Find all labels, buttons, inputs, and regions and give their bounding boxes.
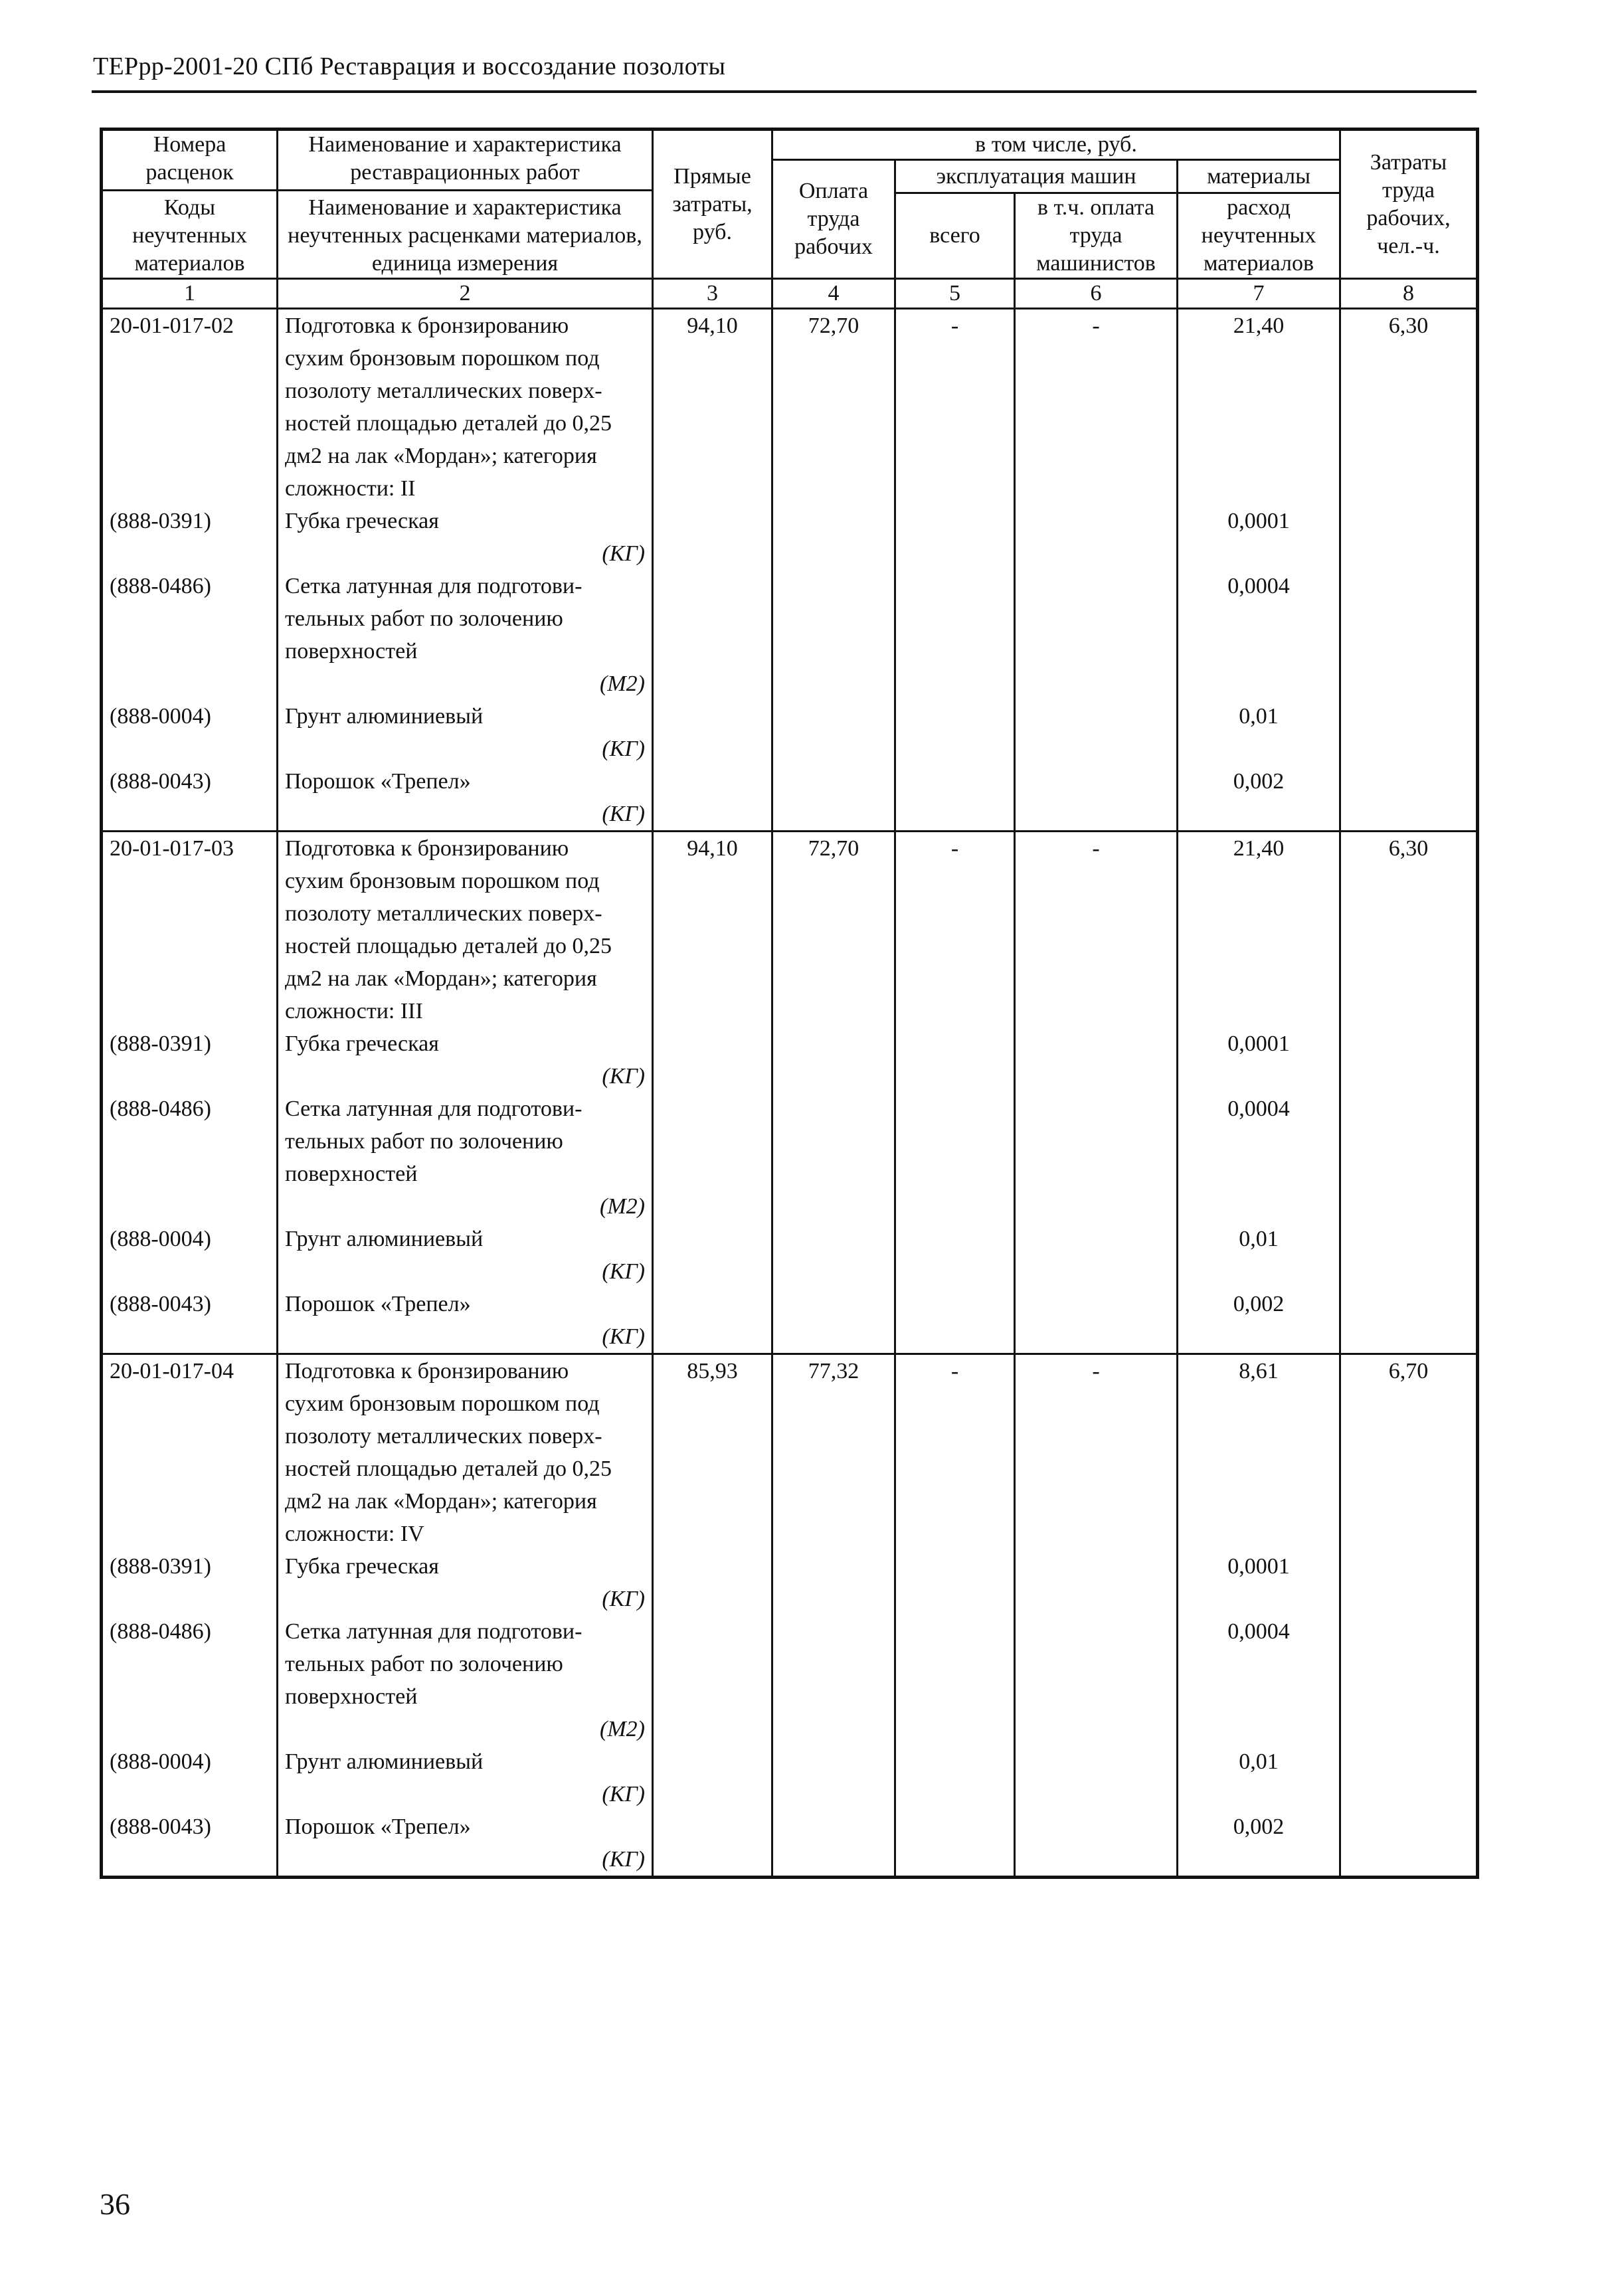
col-number-5: 5	[895, 279, 1015, 309]
material-unit: (КГ)	[602, 1782, 645, 1807]
col-header-machines: эксплуатация машин	[895, 160, 1178, 193]
material-name	[278, 1615, 653, 1745]
rate-description-line: Подготовка к бронзированию	[285, 313, 569, 338]
header-rule	[92, 90, 1477, 93]
empty-cell	[895, 1288, 1015, 1354]
direct-cost: 94,10	[653, 309, 772, 505]
empty-cell	[772, 765, 895, 832]
material-code: (888-0391)	[102, 505, 278, 570]
rate-description-line: сложности: IV	[285, 1522, 424, 1546]
empty-cell	[653, 1093, 772, 1223]
rate-description-line: дм2 на лак «Мордан»; категория	[285, 1489, 597, 1514]
empty-cell	[653, 1810, 772, 1878]
empty-cell	[1015, 1615, 1178, 1745]
machine-operator-pay: -	[1015, 309, 1178, 505]
material-code: (888-0391)	[102, 1027, 278, 1093]
material-unit: (КГ)	[602, 541, 645, 566]
material-row	[102, 1550, 1478, 1615]
empty-cell	[653, 765, 772, 832]
material-name-line: Губка греческая	[285, 509, 439, 533]
rate-description-line: позолоту металлических поверх-	[285, 1424, 602, 1449]
material-row	[102, 1615, 1478, 1745]
rate-description-line: дм2 на лак «Мордан»; категория	[285, 444, 597, 468]
machine-total: -	[895, 1354, 1015, 1551]
col-header-4: Оплата труда рабочих	[772, 160, 895, 279]
col-number-2: 2	[278, 279, 653, 309]
material-name-line: Сетка латунная для подготови-	[285, 1619, 583, 1644]
empty-cell	[895, 765, 1015, 832]
material-row	[102, 1288, 1478, 1354]
empty-cell	[1340, 1288, 1478, 1354]
col-header-2-bottom: Наименование и характеристика неучтенных расценками материалов, единица измерения	[288, 195, 642, 276]
col-header-incl: в том числе, руб.	[772, 130, 1340, 160]
material-code: (888-0391)	[102, 1550, 278, 1615]
labor-pay: 72,70	[772, 309, 895, 505]
material-unit: (КГ)	[602, 1259, 645, 1284]
material-row	[102, 765, 1478, 832]
labor-pay: 77,32	[772, 1354, 895, 1551]
col-header-5: всего	[895, 193, 1015, 279]
material-name-line: поверхностей	[285, 1684, 418, 1709]
material-name-line: тельных работ по золочению	[285, 606, 563, 631]
empty-cell	[772, 1027, 895, 1093]
material-name	[278, 1093, 653, 1223]
empty-cell	[772, 1223, 895, 1288]
material-unit: (КГ)	[602, 737, 645, 761]
material-name	[278, 1745, 653, 1810]
rates-table-wrapper	[100, 128, 1476, 1879]
empty-cell	[1015, 505, 1178, 570]
materials-cost: 21,40	[1178, 832, 1340, 1028]
empty-cell	[653, 1223, 772, 1288]
empty-cell	[1015, 700, 1178, 765]
rate-description-line: ностей площадью деталей до 0,25	[285, 934, 612, 958]
machine-operator-pay: -	[1015, 832, 1178, 1028]
material-unit: (КГ)	[602, 1324, 645, 1349]
empty-cell	[1340, 1615, 1478, 1745]
material-row	[102, 1027, 1478, 1093]
col-header-materials: материалы	[1178, 160, 1340, 193]
rate-description	[278, 1354, 653, 1551]
empty-cell	[895, 1223, 1015, 1288]
material-code: (888-0004)	[102, 700, 278, 765]
empty-cell	[653, 1615, 772, 1745]
direct-cost: 94,10	[653, 832, 772, 1028]
empty-cell	[1340, 570, 1478, 700]
empty-cell	[895, 1550, 1015, 1615]
material-quantity: 0,002	[1178, 1810, 1340, 1878]
material-row	[102, 1810, 1478, 1878]
material-name-line: Губка греческая	[285, 1554, 439, 1579]
material-name-line: Грунт алюминиевый	[285, 1227, 484, 1251]
empty-cell	[1340, 1745, 1478, 1810]
rate-description-line: Подготовка к бронзированию	[285, 836, 569, 861]
rate-description-line: сухим бронзовым порошком под	[285, 346, 600, 371]
material-row	[102, 505, 1478, 570]
col-number-1: 1	[102, 279, 278, 309]
material-name	[278, 765, 653, 832]
table-body	[102, 309, 1478, 1878]
empty-cell	[653, 700, 772, 765]
rate-description-line: сложности: II	[285, 476, 416, 501]
material-unit: (М2)	[600, 1194, 645, 1219]
col-number-3: 3	[653, 279, 772, 309]
material-name-line: поверхностей	[285, 1162, 418, 1186]
rate-description-line: позолоту металлических поверх-	[285, 901, 602, 926]
material-row	[102, 1223, 1478, 1288]
material-name	[278, 1550, 653, 1615]
col-header-3: Прямые затраты, руб.	[653, 130, 772, 279]
empty-cell	[772, 1745, 895, 1810]
material-name	[278, 570, 653, 700]
material-quantity: 0,0001	[1178, 1027, 1340, 1093]
empty-cell	[772, 1810, 895, 1878]
material-name-line: Порошок «Трепел»	[285, 1292, 471, 1316]
col-number-7: 7	[1178, 279, 1340, 309]
material-name-line: Сетка латунная для подготови-	[285, 1097, 583, 1121]
col-number-8: 8	[1340, 279, 1478, 309]
material-code: (888-0486)	[102, 1093, 278, 1223]
empty-cell	[772, 700, 895, 765]
empty-cell	[653, 570, 772, 700]
empty-cell	[1015, 1027, 1178, 1093]
labor-hours: 6,30	[1340, 832, 1478, 1028]
empty-cell	[895, 1027, 1015, 1093]
empty-cell	[1340, 700, 1478, 765]
material-name	[278, 1288, 653, 1354]
material-name	[278, 505, 653, 570]
material-name-line: тельных работ по золочению	[285, 1652, 563, 1676]
rate-description-line: ностей площадью деталей до 0,25	[285, 411, 612, 436]
empty-cell	[772, 505, 895, 570]
material-quantity: 0,0004	[1178, 1615, 1340, 1745]
rate-description-line: ностей площадью деталей до 0,25	[285, 1457, 612, 1481]
material-name-line: тельных работ по золочению	[285, 1129, 563, 1154]
materials-cost: 8,61	[1178, 1354, 1340, 1551]
material-name-line: поверхностей	[285, 639, 418, 663]
rate-description-line: сложности: III	[285, 999, 423, 1023]
material-unit: (КГ)	[602, 1064, 645, 1089]
rate-description-line: Подготовка к бронзированию	[285, 1359, 569, 1383]
material-code: (888-0004)	[102, 1745, 278, 1810]
material-unit: (КГ)	[602, 1847, 645, 1872]
empty-cell	[653, 1288, 772, 1354]
machine-total: -	[895, 832, 1015, 1028]
empty-cell	[1340, 1093, 1478, 1223]
col-header-2-top: Наименование и характеристика реставрационных работ	[278, 131, 652, 191]
col-header-6: в т.ч. оплата труда машинистов	[1015, 193, 1178, 279]
empty-cell	[895, 1745, 1015, 1810]
material-name	[278, 1223, 653, 1288]
material-quantity: 0,0004	[1178, 570, 1340, 700]
col-header-8: Затраты труда рабочих, чел.-ч.	[1340, 130, 1478, 279]
empty-cell	[895, 1615, 1015, 1745]
empty-cell	[1015, 1745, 1178, 1810]
rate-description	[278, 309, 653, 505]
empty-cell	[772, 1288, 895, 1354]
page-number: 36	[100, 2187, 130, 2221]
rate-description	[278, 832, 653, 1028]
material-unit: (М2)	[600, 1717, 645, 1741]
col-number-6: 6	[1015, 279, 1178, 309]
empty-cell	[1015, 570, 1178, 700]
material-quantity: 0,01	[1178, 1745, 1340, 1810]
materials-cost: 21,40	[1178, 309, 1340, 505]
rate-code: 20-01-017-02	[102, 309, 278, 505]
empty-cell	[1015, 765, 1178, 832]
rate-description-line: дм2 на лак «Мордан»; категория	[285, 966, 597, 991]
col-header-2	[278, 130, 653, 279]
empty-cell	[1015, 1810, 1178, 1878]
material-quantity: 0,002	[1178, 1288, 1340, 1354]
material-row	[102, 700, 1478, 765]
empty-cell	[653, 1027, 772, 1093]
material-row	[102, 1093, 1478, 1223]
material-quantity: 0,0001	[1178, 1550, 1340, 1615]
rate-description-line: сухим бронзовым порошком под	[285, 1391, 600, 1416]
material-unit: (М2)	[600, 671, 645, 696]
empty-cell	[772, 1550, 895, 1615]
empty-cell	[1340, 505, 1478, 570]
labor-hours: 6,70	[1340, 1354, 1478, 1551]
empty-cell	[1015, 1550, 1178, 1615]
col-header-1-bottom: Коды неучтенных материалов	[132, 195, 247, 276]
col-header-1-top: Номера расценок	[103, 131, 276, 191]
material-name-line: Сетка латунная для подготови-	[285, 574, 583, 598]
material-quantity: 0,01	[1178, 700, 1340, 765]
empty-cell	[1015, 1093, 1178, 1223]
material-code: (888-0043)	[102, 1288, 278, 1354]
empty-cell	[772, 1093, 895, 1223]
empty-cell	[1015, 1223, 1178, 1288]
empty-cell	[895, 570, 1015, 700]
empty-cell	[772, 1615, 895, 1745]
empty-cell	[895, 700, 1015, 765]
material-name	[278, 1027, 653, 1093]
empty-cell	[1340, 1550, 1478, 1615]
empty-cell	[1015, 1288, 1178, 1354]
material-code: (888-0486)	[102, 1615, 278, 1745]
rate-description-line: позолоту металлических поверх-	[285, 379, 602, 403]
material-name	[278, 700, 653, 765]
labor-hours: 6,30	[1340, 309, 1478, 505]
material-quantity: 0,002	[1178, 765, 1340, 832]
empty-cell	[653, 1745, 772, 1810]
col-header-7: расход неучтенных материалов	[1178, 193, 1340, 279]
rate-row	[102, 832, 1478, 1028]
rate-code: 20-01-017-04	[102, 1354, 278, 1551]
empty-cell	[653, 1550, 772, 1615]
col-number-4: 4	[772, 279, 895, 309]
machine-operator-pay: -	[1015, 1354, 1178, 1551]
material-quantity: 0,0004	[1178, 1093, 1340, 1223]
empty-cell	[1340, 765, 1478, 832]
material-code: (888-0043)	[102, 1810, 278, 1878]
material-code: (888-0004)	[102, 1223, 278, 1288]
rate-code: 20-01-017-03	[102, 832, 278, 1028]
material-quantity: 0,01	[1178, 1223, 1340, 1288]
rate-description-line: сухим бронзовым порошком под	[285, 869, 600, 893]
empty-cell	[895, 505, 1015, 570]
material-row	[102, 1745, 1478, 1810]
empty-cell	[1340, 1223, 1478, 1288]
rates-table	[100, 128, 1479, 1879]
empty-cell	[653, 505, 772, 570]
rate-row	[102, 309, 1478, 505]
direct-cost: 85,93	[653, 1354, 772, 1551]
material-code: (888-0486)	[102, 570, 278, 700]
material-row	[102, 570, 1478, 700]
labor-pay: 72,70	[772, 832, 895, 1028]
material-name-line: Губка греческая	[285, 1031, 439, 1056]
material-unit: (КГ)	[602, 802, 645, 826]
material-quantity: 0,0001	[1178, 505, 1340, 570]
table-header	[102, 130, 1478, 309]
machine-total: -	[895, 309, 1015, 505]
empty-cell	[895, 1093, 1015, 1223]
page-header-title: ТЕРрр-2001-20 СПб Реставрация и воссоздание позолоты	[93, 52, 726, 80]
empty-cell	[772, 570, 895, 700]
material-unit: (КГ)	[602, 1587, 645, 1611]
material-name	[278, 1810, 653, 1878]
col-header-1	[102, 130, 278, 279]
material-name-line: Порошок «Трепел»	[285, 1814, 471, 1839]
empty-cell	[1340, 1810, 1478, 1878]
material-name-line: Порошок «Трепел»	[285, 769, 471, 794]
rate-row	[102, 1354, 1478, 1551]
empty-cell	[895, 1810, 1015, 1878]
empty-cell	[1340, 1027, 1478, 1093]
material-code: (888-0043)	[102, 765, 278, 832]
material-name-line: Грунт алюминиевый	[285, 704, 484, 729]
material-name-line: Грунт алюминиевый	[285, 1749, 484, 1774]
